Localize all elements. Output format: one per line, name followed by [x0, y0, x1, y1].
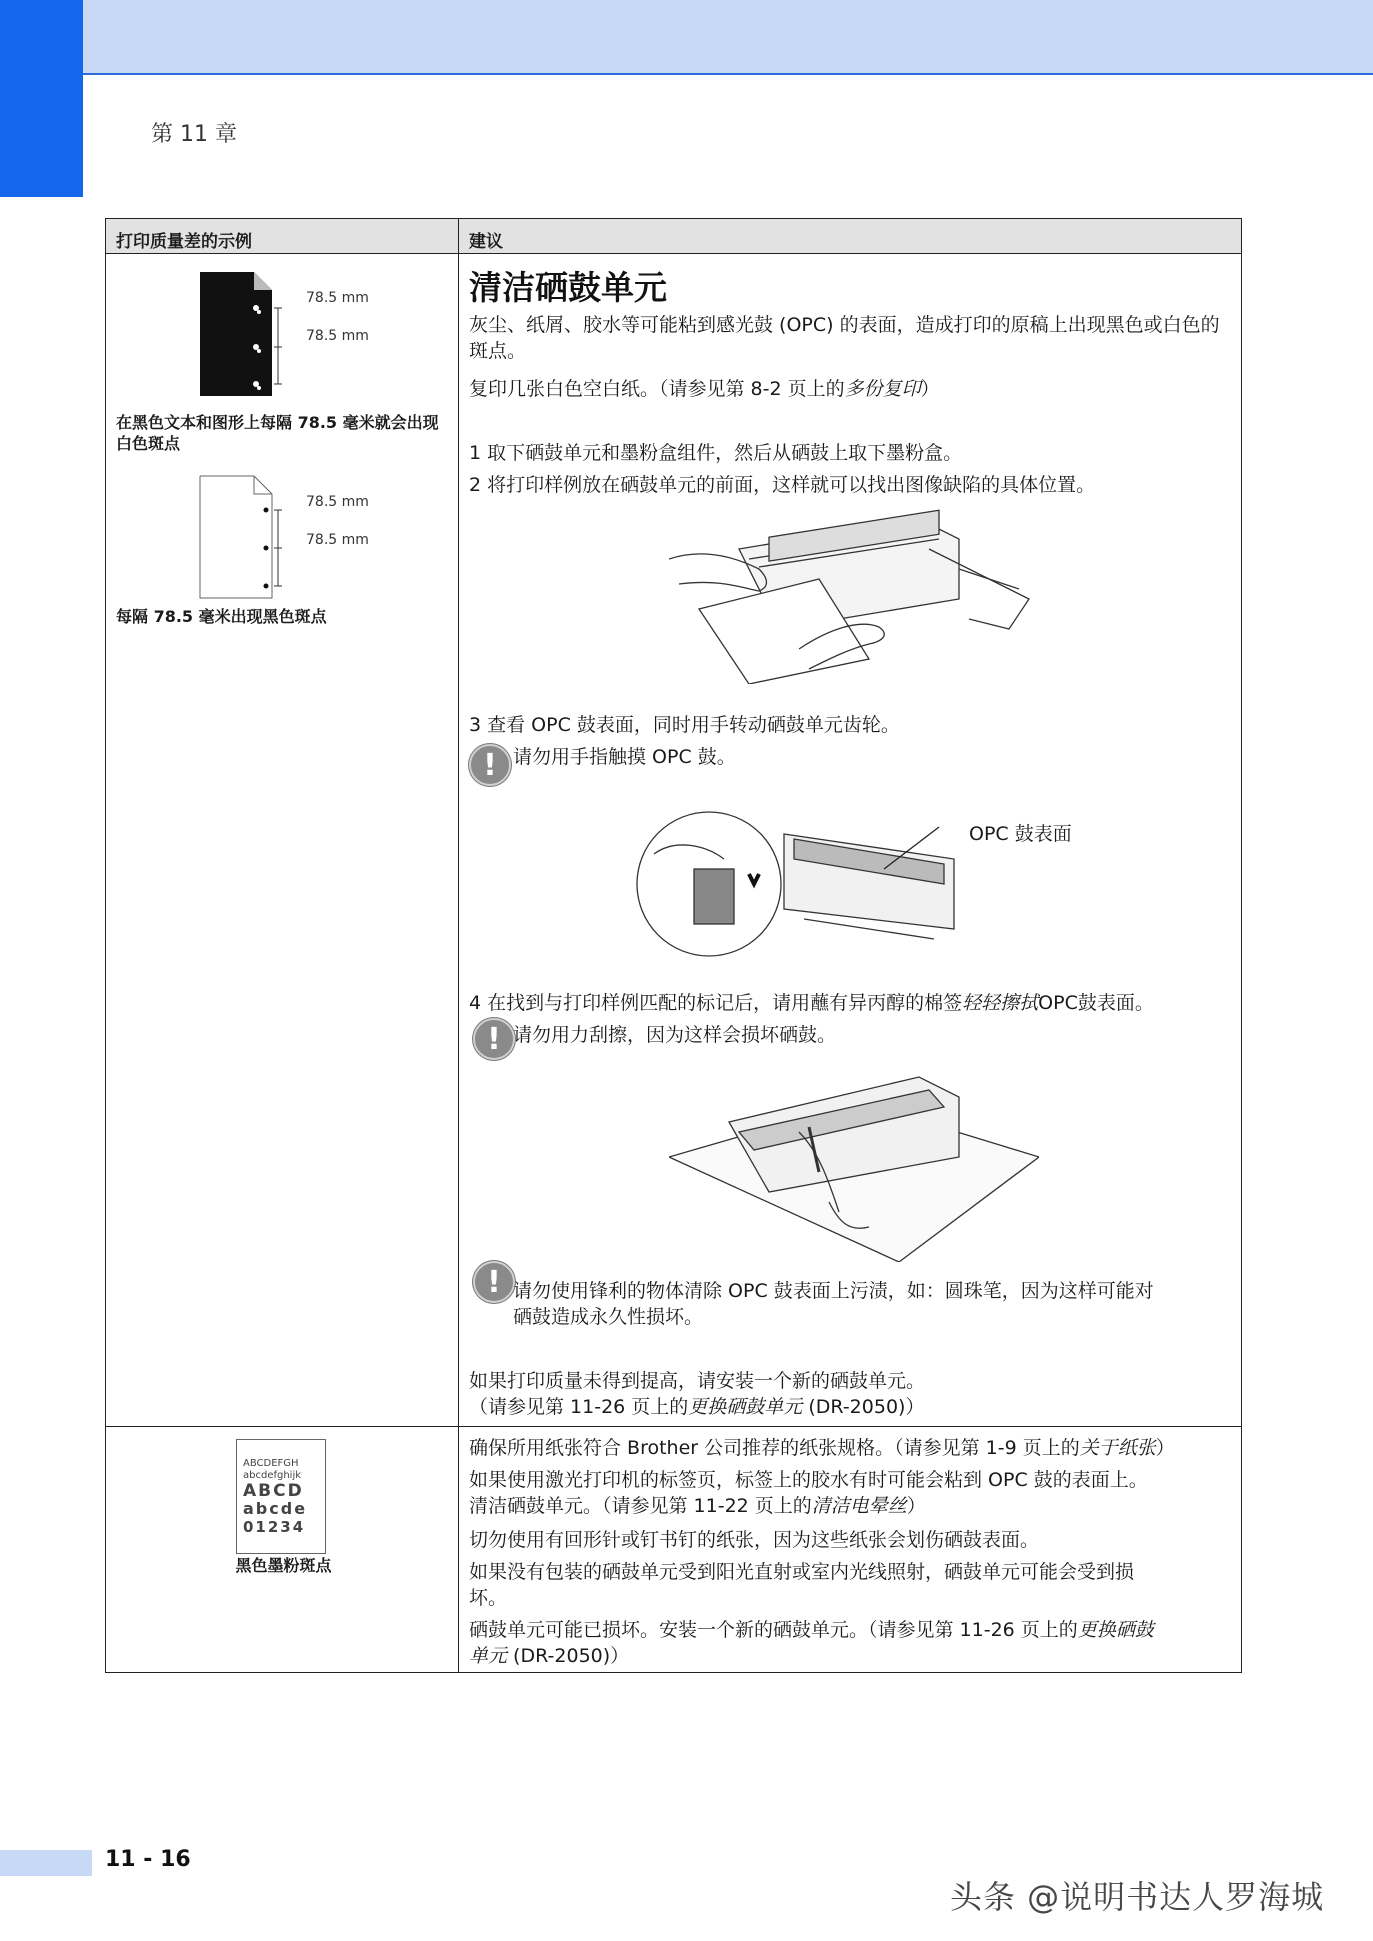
top-band — [0, 0, 1373, 75]
step-4 — [469, 990, 1231, 1016]
measure-label: 78.5 mm — [306, 494, 369, 510]
cross-reference-link[interactable]: 多份复印 — [844, 378, 921, 400]
advice-line: 如果没有包装的硒鼓单元受到阳光直射或室内光线照射，硒鼓单元可能会受到损 — [469, 1561, 1135, 1583]
text: ） — [1155, 1437, 1175, 1459]
warning-icon — [473, 1018, 515, 1060]
black-spots-caption: 每隔 78.5 毫米出现黑色斑点 — [116, 607, 327, 626]
drum-with-sample-illustration — [669, 509, 1039, 684]
page-number: 11 - 16 — [105, 1847, 191, 1872]
text: 清洁硒鼓单元。（请参见第 11-22 页上的 — [469, 1495, 812, 1517]
advice-line — [469, 1435, 1231, 1461]
cross-reference-link[interactable]: 关于纸张 — [1079, 1437, 1156, 1459]
white-spots-caption: 在黑色文本和图形上每隔 78.5 毫米就会出现白色斑点 — [116, 413, 439, 453]
step-3: 3 查看 OPC 鼓表面，同时用手转动硒鼓单元齿轮。 — [469, 714, 900, 736]
advice-line: 切勿使用有回形针或钉书钉的纸张，因为这些纸张会划伤硒鼓表面。 — [469, 1529, 1040, 1551]
emphasis: 轻轻擦拭 — [962, 992, 1039, 1014]
text: OPC鼓表面。 — [1038, 992, 1154, 1014]
advice-line — [469, 1493, 1231, 1519]
opc-surface-label: OPC 鼓表面 — [969, 823, 1072, 845]
text: (DR-2050)） — [802, 1396, 925, 1418]
sample-text: ABCD — [243, 1481, 304, 1501]
watermark: 头条 @说明书达人罗海城 — [950, 1878, 1325, 1916]
sample-text: ABCDEFGH — [243, 1458, 299, 1469]
warning-text: 请勿用手指触摸 OPC 鼓。 — [513, 746, 736, 768]
final-reference — [469, 1394, 1231, 1420]
warning-icon — [473, 1261, 515, 1303]
section-title: 清洁硒鼓单元 — [469, 268, 667, 307]
warning-icon — [469, 744, 511, 786]
measure-label: 78.5 mm — [306, 328, 369, 344]
measure-label: 78.5 mm — [306, 290, 369, 306]
sample-text: abcdefghijk — [243, 1470, 302, 1481]
footer-bar — [0, 1850, 92, 1876]
warning-text: 请勿用力刮擦，因为这样会损坏硒鼓。 — [513, 1024, 837, 1046]
header-suggestions: 建议 — [469, 232, 503, 252]
step-1: 1 取下硒鼓单元和墨粉盒组件，然后从硒鼓上取下墨粉盒。 — [469, 442, 963, 464]
text: 4 在找到与打印样例匹配的标记后，请用蘸有异丙醇的棉签 — [469, 992, 963, 1014]
warning-text: 硒鼓造成永久性损坏。 — [513, 1306, 704, 1328]
step-2: 2 将打印样例放在硒鼓单元的前面，这样就可以找出图像缺陷的具体位置。 — [469, 474, 1096, 496]
toner-specks-caption: 黑色墨粉斑点 — [235, 1556, 332, 1575]
warning-text: 请勿使用锋利的物体清除 OPC 鼓表面上污渍，如：圆珠笔，因为这样可能对 — [513, 1280, 1154, 1302]
suggestion-cell — [459, 254, 1241, 1426]
chapter-label: 第 11 章 — [151, 122, 237, 147]
text: 硒鼓单元可能已损坏。安装一个新的硒鼓单元。（请参见第 11-26 页上的 — [469, 1619, 1078, 1641]
cleaning-drum-illustration — [669, 1062, 1039, 1262]
text: 复印几张白色空白纸。（请参见第 8-2 页上的 — [469, 378, 845, 400]
advice-line — [469, 1617, 1231, 1643]
sample-text: 01234 — [243, 1518, 306, 1536]
print-quality-table — [105, 218, 1242, 1673]
final-advice: 如果打印质量未得到提高，请安装一个新的硒鼓单元。 — [469, 1370, 926, 1392]
text: ） — [920, 378, 940, 400]
cross-reference-link[interactable]: 更换硒鼓单元 — [688, 1396, 803, 1418]
text: （请参见第 11-26 页上的 — [469, 1396, 689, 1418]
table-row — [106, 254, 1241, 1427]
table-header — [106, 219, 1241, 254]
example-cell — [106, 1427, 459, 1672]
toner-specks-sample-image — [236, 1439, 326, 1554]
suggestion-cell — [459, 1427, 1241, 1672]
cross-reference-link[interactable]: 更换硒鼓 — [1077, 1619, 1154, 1641]
sample-text: abcde — [243, 1499, 308, 1518]
example-cell — [106, 254, 459, 1426]
cross-reference-link[interactable]: 清洁电晕丝 — [811, 1495, 907, 1517]
text: ） — [906, 1495, 926, 1517]
chapter-tab — [0, 0, 83, 197]
copy-instruction — [469, 376, 1231, 402]
intro-paragraph: 灰尘、纸屑、胶水等可能粘到感光鼓 (OPC) 的表面，造成打印的原稿上出现黑色或白色的斑点。 — [469, 314, 1220, 362]
table-row — [106, 1427, 1241, 1672]
cross-reference-link[interactable]: 单元 — [469, 1645, 508, 1667]
text: (DR-2050)） — [507, 1645, 630, 1667]
advice-line: 坏。 — [469, 1587, 508, 1609]
header-examples: 打印质量差的示例 — [106, 219, 459, 253]
measure-label: 78.5 mm — [306, 532, 369, 548]
opc-drum-surface-illustration — [634, 799, 1009, 974]
advice-line — [469, 1643, 1231, 1669]
text: 确保所用纸张符合 Brother 公司推荐的纸张规格。（请参见第 1-9 页上的 — [469, 1437, 1080, 1459]
advice-line: 如果使用激光打印机的标签页，标签上的胶水有时可能会粘到 OPC 鼓的表面上。 — [469, 1469, 1148, 1491]
